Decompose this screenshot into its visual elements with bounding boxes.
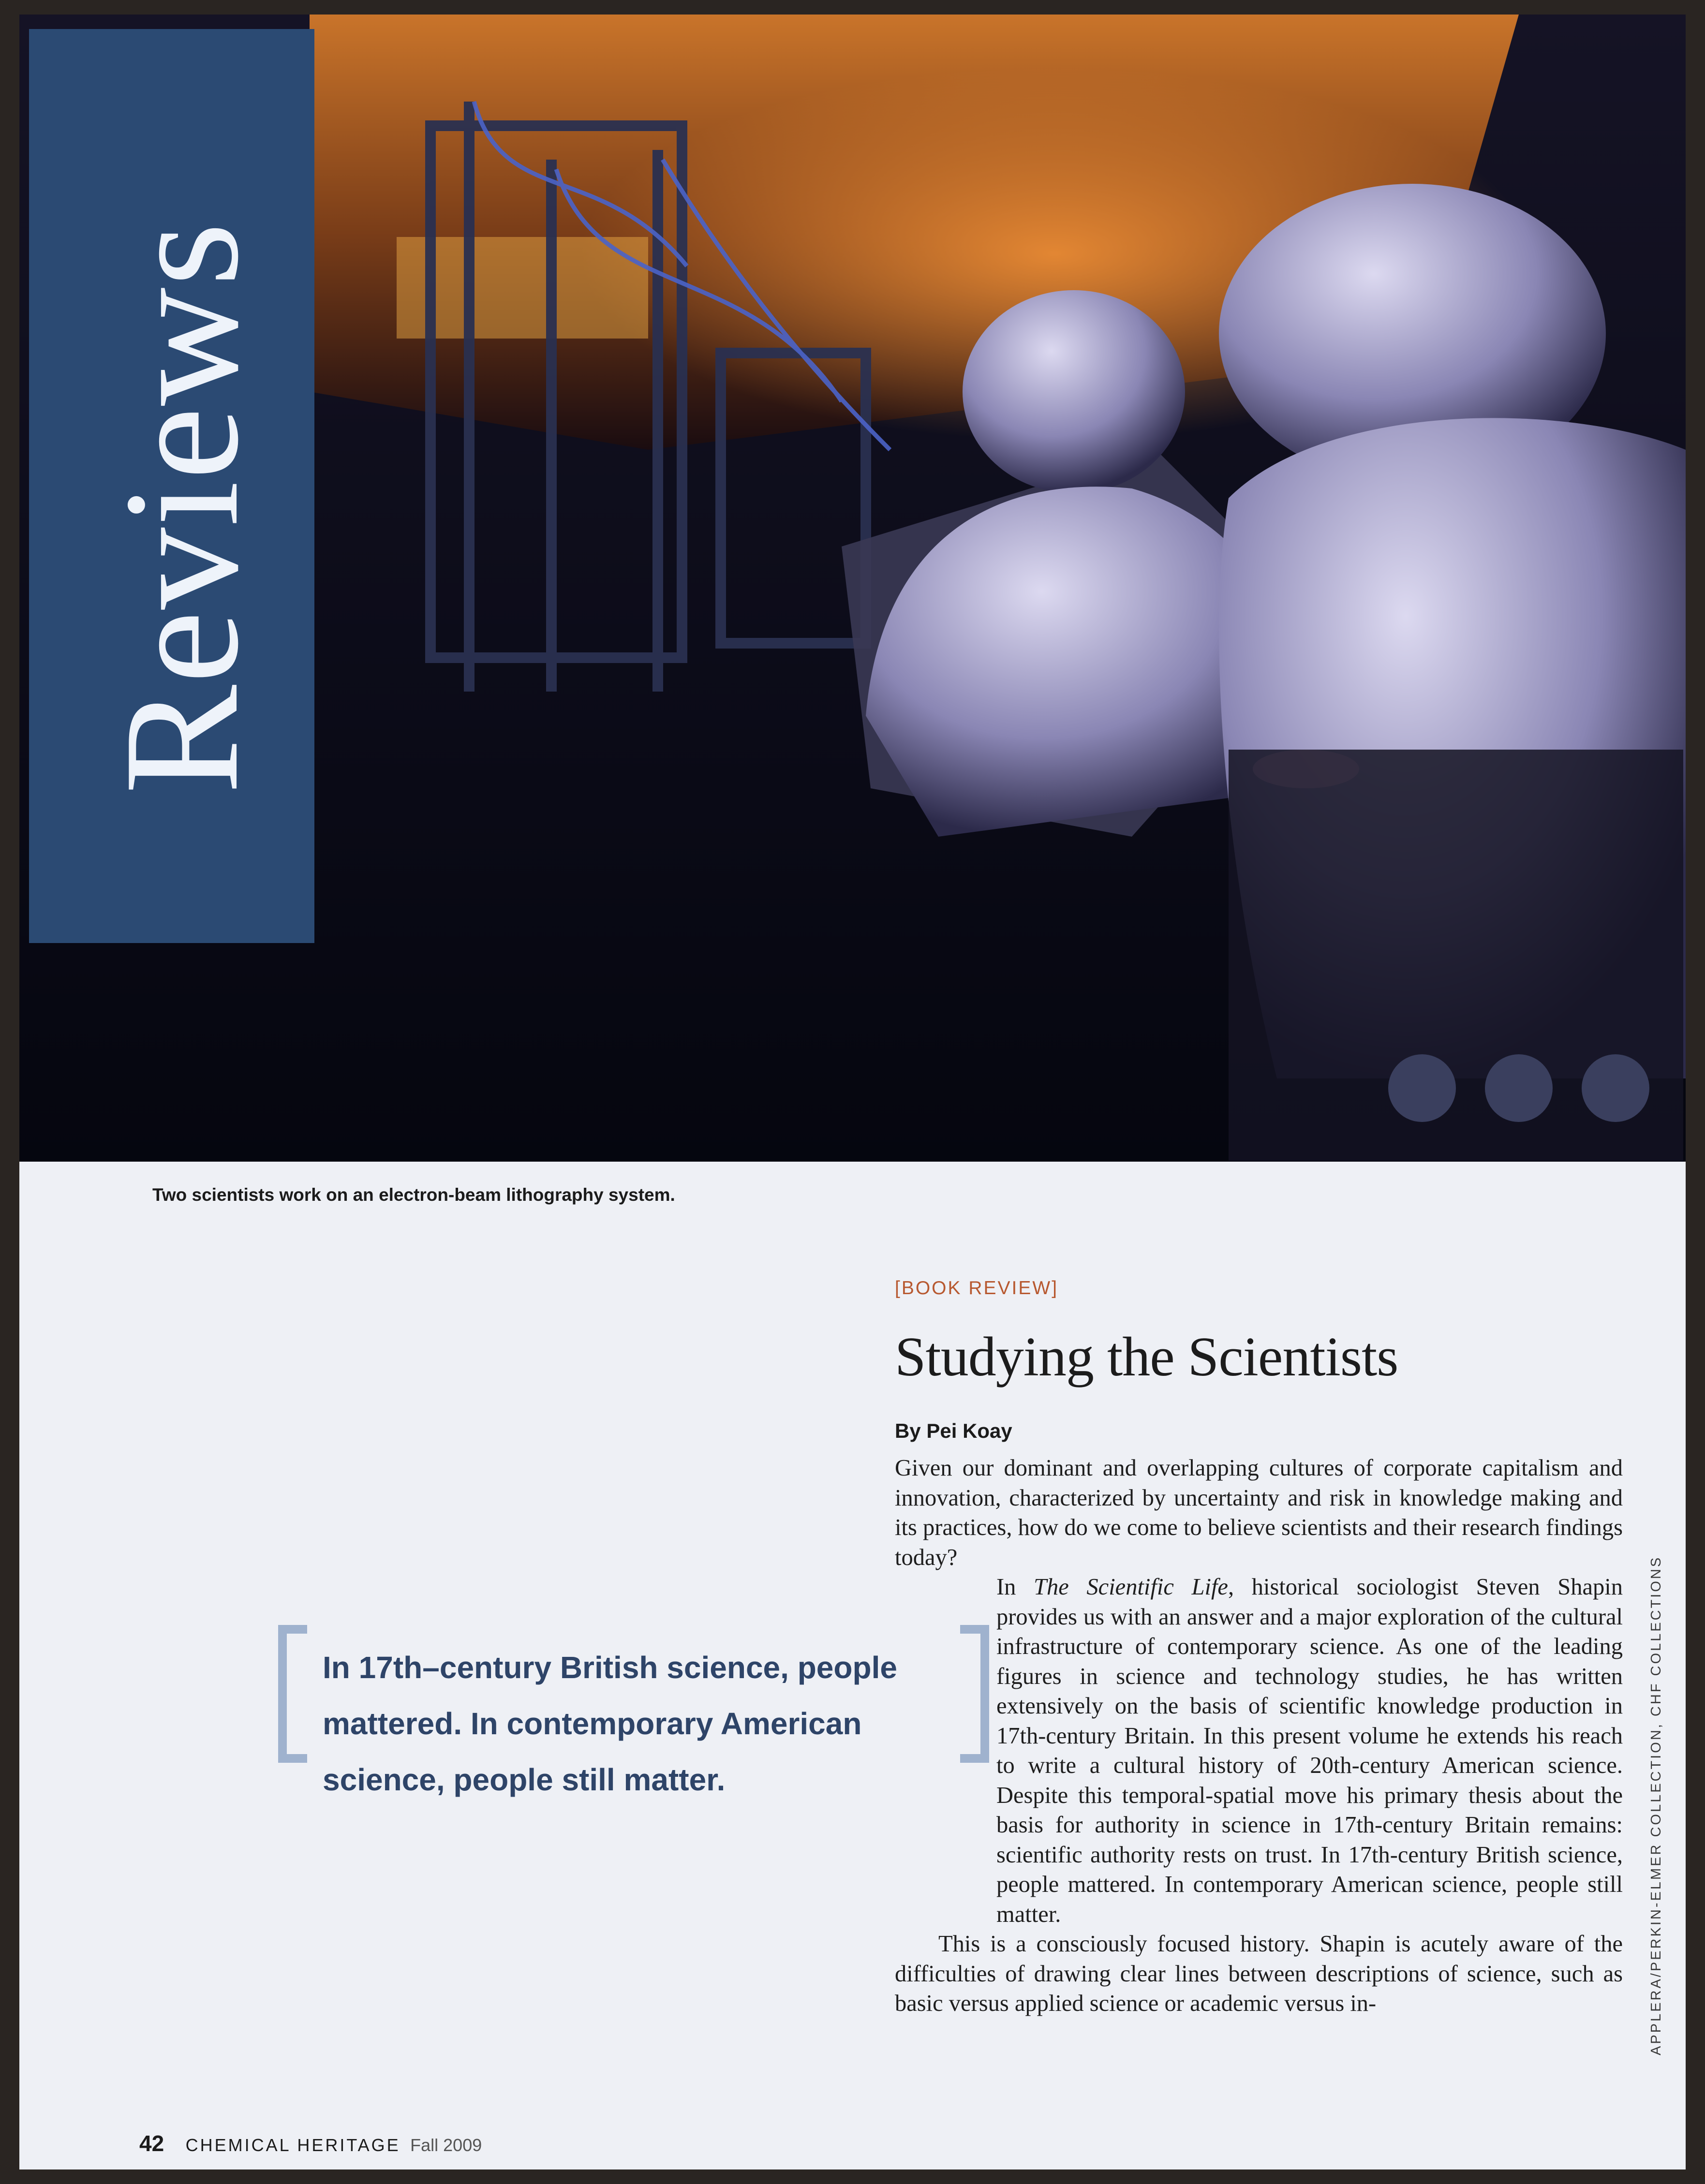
bracket-left-icon <box>278 1625 307 1763</box>
article-byline: By Pei Koay <box>895 1419 1012 1442</box>
pull-quote-line: science, people still matter. <box>323 1762 726 1797</box>
body-paragraph <box>996 1572 1623 1929</box>
paragraph-lead: In <box>996 1574 1034 1600</box>
body-paragraph: This is a consciously focused history. Shapin is acutely aware of the difficulties of drawing clear lines between descriptions of science, such as basic versus applied science or academic versus in- <box>895 1931 1623 2016</box>
article-headline: Studying the Scientists <box>895 1326 1398 1388</box>
section-title: Reviews <box>90 221 272 795</box>
paragraph-rest: , historical sociologist Steven Shapin provides us with an answer and a major exploration of the cultural infrastructure of contemporary science. As one of the leading figures in science and technology studies, he has written extensively on the basis of scientific knowledge production in 17th-century Britain. In this present volume he extends his reach to write a cultural history of 20th-century American science. Despite this temporal-spatial move his primary thesis about the basis for authority in science in 17th-century Britain remains: scientific authority rests on trust. In 17th-century British science, people mattered. In contemporary American science, people still matter. <box>996 1574 1623 1927</box>
photo-credit: APPLERA/PERKIN-ELMER COLLECTION, CHF COLLECTIONS <box>1648 1555 1664 2055</box>
article-kicker: [BOOK REVIEW] <box>895 1278 1059 1299</box>
pull-quote <box>278 1625 989 1797</box>
section-band <box>29 29 314 943</box>
article-body <box>895 1453 1623 2019</box>
page-footer <box>139 2130 482 2156</box>
pull-quote-line: In 17th–century British science, people <box>323 1650 897 1685</box>
pull-quote-text <box>323 1639 971 1808</box>
page-number: 42 <box>139 2131 164 2156</box>
issue-date: Fall 2009 <box>410 2135 482 2155</box>
magazine-name: CHEMICAL HERITAGE <box>185 2135 400 2155</box>
book-title: The Scientific Life <box>1034 1574 1228 1600</box>
magazine-page <box>19 15 1686 2169</box>
photo-caption: Two scientists work on an electron-beam lithography system. <box>152 1185 675 1205</box>
body-paragraph: Given our dominant and overlapping cultures of corporate capitalism and innovation, characterized by uncertainty and risk in knowledge making and its practices, how do we come to believe scientists and their research findings today? <box>895 1455 1623 1570</box>
pull-quote-line: mattered. In contemporary American <box>323 1706 862 1741</box>
